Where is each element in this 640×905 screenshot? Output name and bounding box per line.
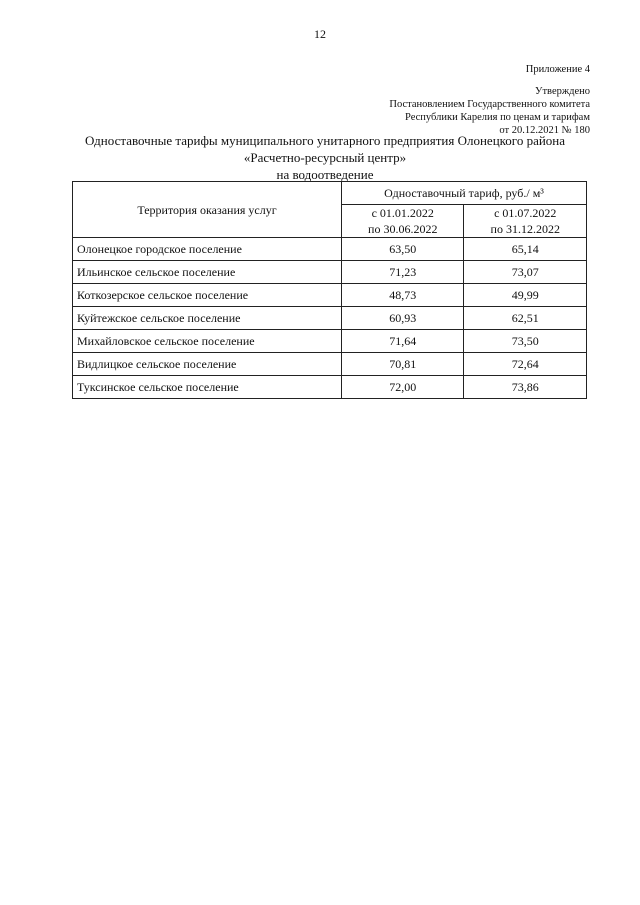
table-header-row	[73, 182, 587, 205]
title-line-2: «Расчетно-ресурсный центр»	[243, 150, 407, 165]
table-row	[73, 353, 587, 376]
tariff-cell-period-1: 71,64	[342, 330, 464, 353]
approved-label: Утверждено	[535, 86, 590, 97]
table-row	[73, 330, 587, 353]
title-line-1: Одноставочные тарифы муниципального унитарного предприятия Олонецкого района	[84, 133, 566, 148]
period-1-header	[342, 205, 464, 238]
territory-cell: Ильинское сельское поселение	[73, 261, 342, 284]
tariff-cell-period-2: 73,50	[464, 330, 587, 353]
table-row	[73, 284, 587, 307]
period-2-from: с 01.07.2022	[494, 206, 557, 220]
tariff-cell-period-1: 72,00	[342, 376, 464, 399]
period-2-header	[464, 205, 587, 238]
period-1-from: с 01.01.2022	[371, 206, 434, 220]
approval-line-2: Республики Карелия по ценам и тарифам	[405, 112, 590, 123]
tariff-cell-period-1: 63,50	[342, 238, 464, 261]
territory-cell: Михайловское сельское поселение	[73, 330, 342, 353]
territory-cell: Видлицкое сельское поселение	[73, 353, 342, 376]
tariff-header: Одноставочный тариф, руб./ м³	[342, 182, 587, 205]
territory-cell: Коткозерское сельское поселение	[73, 284, 342, 307]
approval-line-1: Постановлением Государственного комитета	[389, 99, 590, 110]
table-row	[73, 238, 587, 261]
tariff-cell-period-1: 60,93	[342, 307, 464, 330]
appendix-label: Приложение 4	[525, 64, 590, 75]
approval-line-3: от 20.12.2021 № 180	[499, 125, 590, 136]
tariff-cell-period-2: 62,51	[464, 307, 587, 330]
tariff-cell-period-2: 72,64	[464, 353, 587, 376]
period-2-to: по 31.12.2022	[490, 222, 560, 236]
tariff-cell-period-1: 48,73	[342, 284, 464, 307]
approval-block	[389, 63, 590, 137]
tariff-cell-period-2: 73,86	[464, 376, 587, 399]
table-row	[73, 376, 587, 399]
title-line-3: на водоотведение	[276, 167, 374, 182]
tariff-cell-period-2: 65,14	[464, 238, 587, 261]
table-row	[73, 307, 587, 330]
territory-header: Территория оказания услуг	[73, 182, 342, 238]
territory-cell: Олонецкое городское поселение	[73, 238, 342, 261]
territory-cell: Туксинское сельское поселение	[73, 376, 342, 399]
tariff-cell-period-1: 70,81	[342, 353, 464, 376]
period-1-to: по 30.06.2022	[368, 222, 438, 236]
territory-cell: Куйтежское сельское поселение	[73, 307, 342, 330]
tariff-cell-period-2: 73,07	[464, 261, 587, 284]
tariff-cell-period-1: 71,23	[342, 261, 464, 284]
tariff-table	[72, 181, 587, 399]
document-title	[60, 132, 590, 183]
page-number: 12	[314, 27, 326, 41]
tariff-cell-period-2: 49,99	[464, 284, 587, 307]
table-row	[73, 261, 587, 284]
